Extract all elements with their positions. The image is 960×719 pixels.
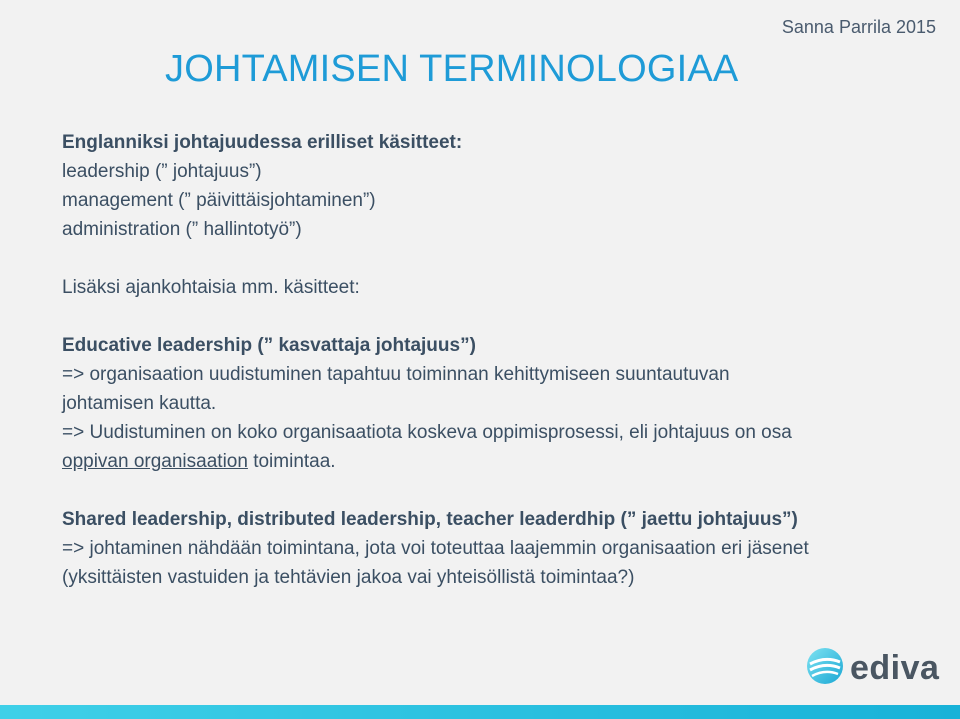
section3-line3: => Uudistuminen on koko organisaatiota koskeva oppimisprosessi, eli johtajuus on osa: [62, 422, 792, 443]
ediva-logo-icon: [806, 647, 844, 690]
ediva-logo: [806, 647, 939, 690]
section1-heading: Englanniksi johtajuudessa erilliset käsitteet:: [62, 132, 463, 153]
section4-heading: Shared leadership, distributed leadership, teacher leaderdhip (” jaettu johtajuus”): [62, 509, 798, 530]
section2-heading: Lisäksi ajankohtaisia mm. käsitteet:: [62, 277, 360, 298]
section3-line4-rest: toimintaa.: [247, 451, 336, 472]
logo-text: ediva: [850, 649, 940, 687]
spacer: [62, 244, 942, 273]
section3-line1: => organisaation uudistuminen tapahtuu toiminnan kehittymiseen suuntautuvan: [62, 364, 730, 385]
section3-heading: Educative leadership (” kasvattaja johtajuus”): [62, 335, 476, 356]
section3-line2: johtamisen kautta.: [62, 393, 217, 414]
slide-content: [62, 128, 942, 592]
underlined-phrase: oppivan organisaation: [62, 451, 248, 472]
section1-item-management: management (” päivittäisjohtaminen”): [62, 190, 376, 211]
slide-title: JOHTAMISEN TERMINOLOGIAA: [165, 48, 739, 90]
section1-item-administration: administration (” hallintotyö”): [62, 219, 302, 240]
spacer: [62, 302, 942, 331]
section4-line1: => johtaminen nähdään toimintana, jota voi toteuttaa laajemmin organisaation eri jäsenet: [62, 538, 809, 559]
section3-line4: [62, 447, 942, 476]
author-credit: Sanna Parrila 2015: [781, 17, 936, 37]
section1-item-leadership: leadership (” johtajuus”): [62, 161, 262, 182]
spacer: [62, 476, 942, 505]
bottom-accent-bar: [0, 705, 960, 719]
section4-line2: (yksittäisten vastuiden ja tehtävien jakoa vai yhteisöllistä toimintaa?): [62, 567, 635, 588]
